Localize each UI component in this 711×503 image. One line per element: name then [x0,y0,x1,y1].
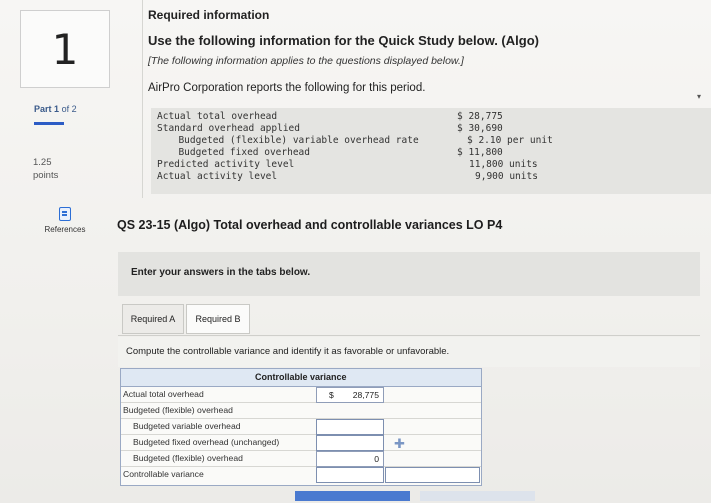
instructions-text: Compute the controllable variance and identify it as favorable or unfavorable. [126,346,450,357]
prev-tab-button[interactable] [295,491,410,501]
use-info-heading: Use the following information for the Quick Study below. (Algo) [148,33,539,48]
row-label: Budgeted (flexible) overhead [133,453,243,463]
corp-statement: AirPro Corporation reports the following for this period. [148,82,426,94]
answer-prompt: Enter your answers in the tabs below. [131,267,311,278]
budgeted-flexible-total-cell [316,451,384,467]
given-label: Budgeted (flexible) variable overhead rate [167,135,419,146]
book-icon [59,207,71,221]
row-label: Actual total overhead [123,389,204,399]
given-label: Predicted activity level [157,159,295,170]
part-indicator [34,104,77,114]
required-information-panel [142,0,702,198]
given-data-table [151,108,711,194]
budgeted-fixed-overhead-input[interactable] [316,435,384,451]
controllable-variance-table [120,368,482,486]
table-row [121,435,481,451]
actual-overhead-cell [316,387,384,403]
given-value: $ 11,800 [457,147,503,158]
next-tab-button[interactable] [420,491,535,501]
part-prefix: Part [34,104,52,114]
points-indicator [33,156,58,182]
favorable-unfavorable-select[interactable] [385,467,480,483]
given-value: 11,800 units [469,159,538,170]
table-header-label: Controllable variance [255,372,347,382]
references-label: References [44,225,86,234]
tabs-row [118,300,700,336]
question-sidebar [0,0,100,503]
table-row [121,467,481,483]
table-row [121,451,481,467]
given-label: Budgeted fixed overhead [167,147,310,158]
info-note: [The following information applies to the questions displayed below.] [148,55,464,67]
part-progress-bar [34,122,64,125]
given-value: $ 28,775 [457,111,503,122]
collapse-caret-icon[interactable]: ▾ [697,92,702,101]
tab-required-b[interactable]: Required B [186,304,250,334]
points-value: 1.25 [33,157,52,168]
table-row [121,387,481,403]
controllable-variance-input[interactable] [316,467,384,483]
given-value: $ 30,690 [457,123,503,134]
row-label: Budgeted fixed overhead (unchanged) [133,437,280,447]
references-button[interactable] [40,207,90,234]
cell-value: 0 [374,454,379,464]
part-current: 1 [54,104,60,114]
budgeted-variable-overhead-input[interactable] [316,419,384,435]
given-label: Standard overhead applied [157,123,300,134]
cell-value: 28,775 [352,390,379,400]
answer-prompt-bar [118,252,700,296]
table-row [121,419,481,435]
move-cursor-icon: ✚ [394,436,405,451]
row-label: Controllable variance [123,469,204,479]
given-value: $ 2.10 per unit [467,135,553,146]
table-header [121,369,481,387]
currency-symbol: $ [329,390,334,400]
required-info-title: Required information [148,8,270,22]
question-number-box [20,10,110,88]
row-label: Budgeted variable overhead [133,421,241,431]
given-label: Actual activity level [157,171,278,182]
part-of: of 2 [61,104,77,114]
instructions-bar [118,337,700,367]
question-title: QS 23-15 (Algo) Total overhead and controllable variances LO P4 [117,218,503,232]
points-label: points [33,170,59,181]
row-label: Budgeted (flexible) overhead [123,405,233,415]
given-label: Actual total overhead [157,111,278,122]
tab-required-a[interactable]: Required A [122,304,184,334]
table-row [121,403,481,419]
given-value: 9,900 units [475,171,538,182]
question-number: 1 [51,24,79,74]
